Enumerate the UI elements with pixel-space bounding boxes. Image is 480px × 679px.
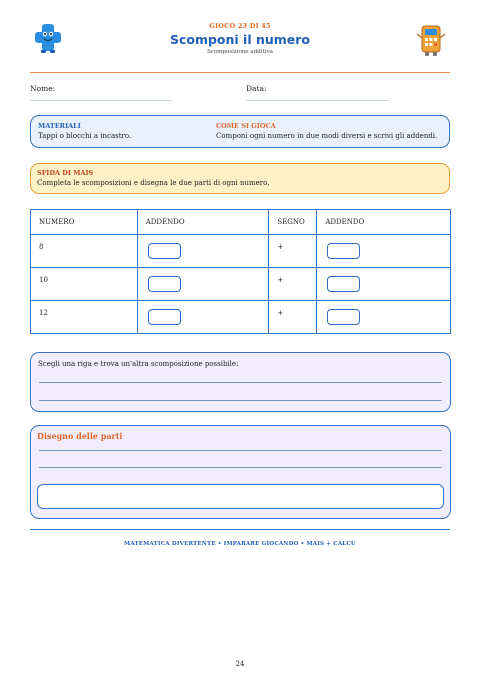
drawing-box [30, 425, 451, 519]
page-subtitle: Scomposizione additiva [207, 49, 273, 55]
addend-cell [317, 268, 451, 301]
writing-line[interactable] [39, 400, 442, 401]
challenge-text: Completa le scomposizioni e disegna le due parti di ogni numero. [37, 179, 270, 187]
addend-input[interactable] [148, 276, 181, 292]
addend-input[interactable] [327, 309, 360, 325]
addend-input[interactable] [327, 276, 360, 292]
addend-cell [137, 301, 269, 334]
materials-heading: MATERIALI [38, 122, 81, 130]
column-header: SEGNO [269, 210, 317, 235]
addend-input[interactable] [148, 243, 181, 259]
challenge-box [30, 163, 450, 194]
footer-text: MATEMATICA DIVERTENTE • IMPARARE GIOCANDO • MAIS + CÀLCU [124, 541, 356, 547]
addend-cell [317, 235, 451, 268]
number-cell: 8 [31, 235, 138, 268]
number-cell: 10 [31, 268, 138, 301]
decomposition-table [30, 209, 451, 334]
table-row [31, 235, 451, 268]
table-row [31, 268, 451, 301]
how-to-play-text: Componi ogni numero in due modi diversi e scrivi gli addendi. [216, 132, 438, 140]
column-header: NUMERO [31, 210, 138, 235]
number-cell: 12 [31, 301, 138, 334]
table-row [31, 301, 451, 334]
alternative-prompt: Scegli una riga e trova un'altra scomposizione possibile: [38, 360, 239, 368]
date-label: Data: [246, 84, 267, 93]
name-label: Nome: [30, 84, 56, 93]
game-counter: GIOCO 23 DI 45 [209, 22, 271, 30]
footer-divider [30, 529, 450, 530]
sign-cell: + [269, 268, 317, 301]
column-header: ADDENDO [137, 210, 269, 235]
materials-text: Tappi o blocchi a incastro. [38, 132, 132, 140]
drawing-title: Disegno delle parti [37, 431, 123, 441]
addend-cell [137, 268, 269, 301]
name-field[interactable] [30, 100, 172, 101]
how-to-play-heading: COME SI GIOCA [216, 122, 276, 130]
table-header-row [31, 210, 451, 235]
addend-input[interactable] [148, 309, 181, 325]
addend-cell [137, 235, 269, 268]
writing-line[interactable] [39, 450, 442, 451]
date-field[interactable] [246, 100, 389, 101]
materials-box [30, 115, 450, 148]
column-header: ADDENDO [317, 210, 451, 235]
writing-line[interactable] [39, 382, 442, 383]
alternative-decomposition-box [30, 352, 451, 412]
page-number: 24 [235, 660, 245, 668]
writing-line[interactable] [39, 467, 442, 468]
sign-cell: + [269, 235, 317, 268]
drawing-area[interactable] [37, 484, 444, 509]
sign-cell: + [269, 301, 317, 334]
addend-input[interactable] [327, 243, 360, 259]
header-divider [30, 72, 450, 73]
challenge-heading: SFIDA DI MAIS [37, 169, 94, 177]
addend-cell [317, 301, 451, 334]
page-title: Scomponi il numero [169, 32, 311, 47]
